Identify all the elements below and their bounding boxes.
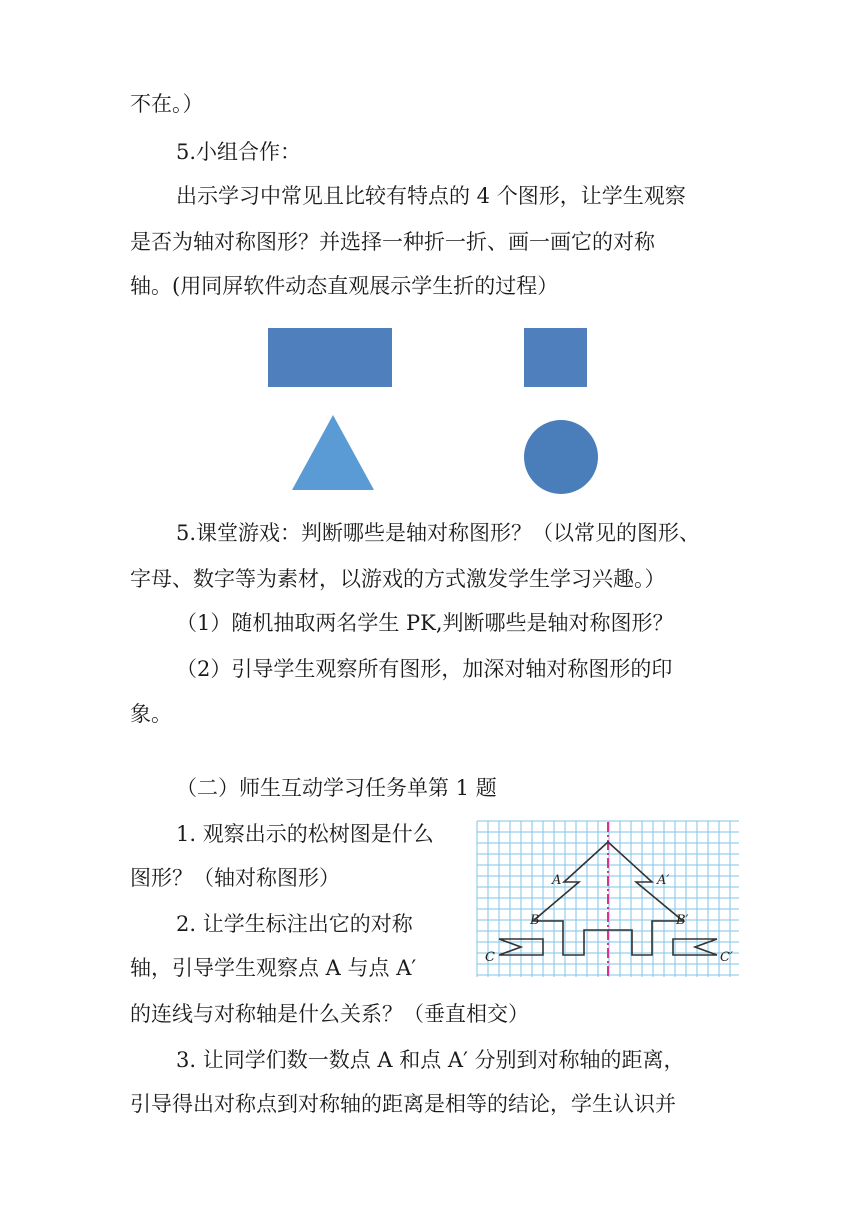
paragraph-line: 是否为轴对称图形？并选择一种折一折、画一画它的对称 — [130, 230, 655, 254]
paragraph-line: 图形？（轴对称图形） — [130, 866, 340, 890]
circle-shape — [524, 420, 598, 494]
paragraph-line: 引导得出对称点到对称轴的距离是相等的结论，学生认识并 — [130, 1092, 676, 1116]
paragraph-line: 出示学习中常见且比较有特点的 4 个图形，让学生观察 — [176, 184, 686, 208]
paragraph-line: 5.课堂游戏：判断哪些是轴对称图形？（以常见的图形、 — [176, 521, 701, 545]
rectangle-shape — [268, 328, 392, 387]
label-B-prime: B′ — [676, 913, 689, 928]
paragraph-line: （2）引导学生观察所有图形，加深对轴对称图形的印 — [176, 657, 673, 681]
paragraph-line: 轴，引导学生观察点 A 与点 A′ — [130, 956, 417, 980]
label-C-prime: C′ — [720, 950, 733, 965]
label-A: A — [552, 873, 562, 888]
label-A-prime: A′ — [657, 873, 670, 888]
label-B: B — [530, 913, 540, 928]
paragraph-line: 字母、数字等为素材，以游戏的方式激发学生学习兴趣。） — [130, 567, 666, 591]
triangle-shape — [292, 415, 374, 491]
section-heading: （二）师生互动学习任务单第 1 题 — [176, 776, 497, 800]
paragraph-line: 的连线与对称轴是什么关系？（垂直相交） — [130, 1002, 529, 1026]
label-C: C — [485, 950, 495, 965]
section-heading: 5.小组合作： — [176, 140, 302, 164]
paragraph-line: 不在。） — [130, 92, 204, 116]
paragraph-line: 2. 让学生标注出它的对称 — [176, 912, 413, 936]
square-shape — [524, 328, 587, 387]
paragraph-line: 3. 让同学们数一数点 A 和点 A′ 分别到对称轴的距离， — [176, 1048, 685, 1072]
paragraph-line: （1）随机抽取两名学生 PK,判断哪些是轴对称图形？ — [176, 611, 674, 635]
paragraph-line: 轴。(用同屏软件动态直观展示学生折的过程） — [130, 274, 559, 298]
paragraph-line: 象。 — [130, 702, 172, 726]
paragraph-line: 1. 观察出示的松树图是什么 — [176, 822, 434, 846]
pine-tree-grid-figure — [476, 820, 740, 978]
